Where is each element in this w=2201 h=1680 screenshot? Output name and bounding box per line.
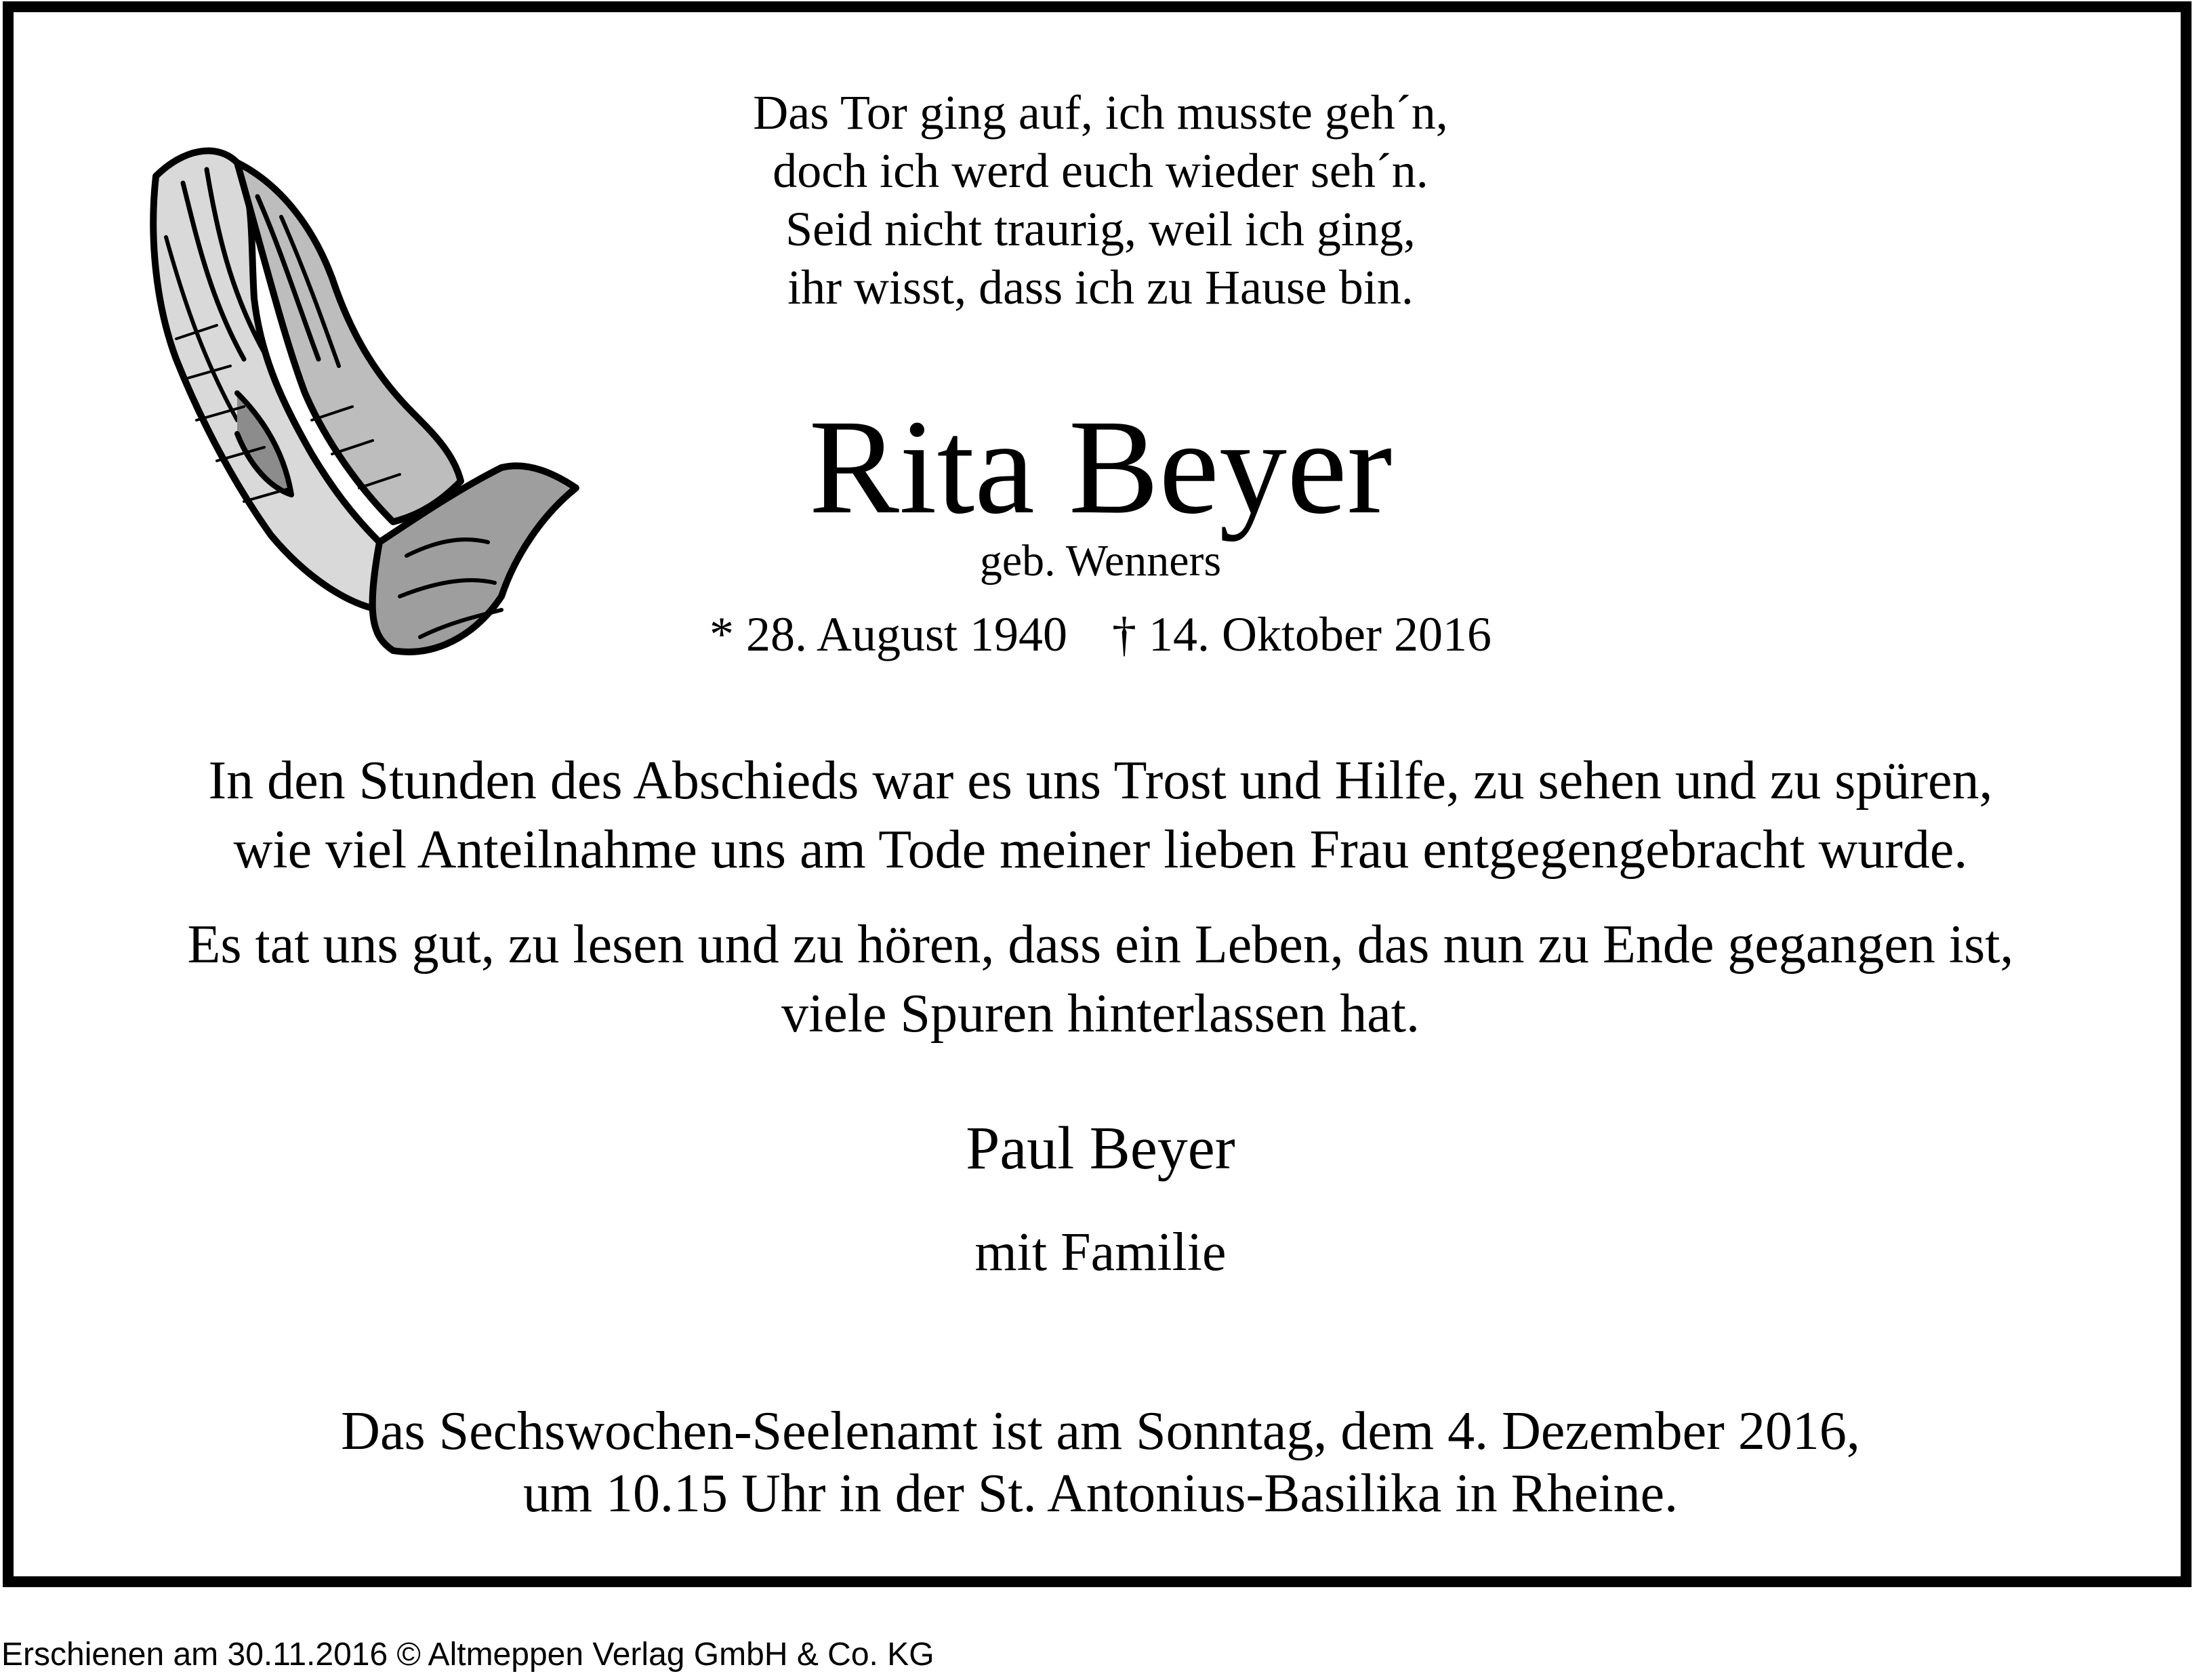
service-note-line-1: Das Sechswochen-Seelenamt ist am Sonntag, dem 4. Dezember 2016, <box>341 1401 1860 1461</box>
publication-footer: Erschienen am 30.11.2016 © Altmeppen Verlag GmbH & Co. KG <box>1 1637 934 1673</box>
poem-line-2: doch ich werd euch wieder seh´n. <box>773 144 1428 198</box>
thanks-p2-line-1: Es tat uns gut, zu lesen und zu hören, dass ein Leben, das nun zu Ende gegangen ist, <box>187 915 2014 975</box>
maiden-name: geb. Wenners <box>979 536 1222 586</box>
signature-family: mit Familie <box>974 1223 1227 1282</box>
signature-name: Paul Beyer <box>966 1115 1235 1182</box>
thanks-p1-line-2: wie viel Anteilnahme uns am Tode meiner lieben Frau entgegengebracht wurde. <box>233 820 1968 880</box>
poem-line-3: Seid nicht traurig, weil ich ging, <box>785 202 1416 256</box>
poem-line-4: ihr wisst, dass ich zu Hause bin. <box>787 260 1414 314</box>
deceased-name: Rita Beyer <box>808 392 1393 542</box>
birth-date: * 28. August 1940 <box>709 607 1068 661</box>
death-date: † 14. Oktober 2016 <box>1112 607 1492 661</box>
life-dates <box>0 607 2201 661</box>
poem-line-1: Das Tor ging auf, ich musste geh´n, <box>753 85 1448 140</box>
service-note-line-2: um 10.15 Uhr in der St. Antonius-Basilika in Rheine. <box>522 1464 1679 1523</box>
thanks-p2-line-2: viele Spuren hinterlassen hat. <box>781 984 1420 1044</box>
thanks-p1-line-1: In den Stunden des Abschieds war es uns Trost und Hilfe, zu sehen und zu spüren, <box>208 751 1993 811</box>
